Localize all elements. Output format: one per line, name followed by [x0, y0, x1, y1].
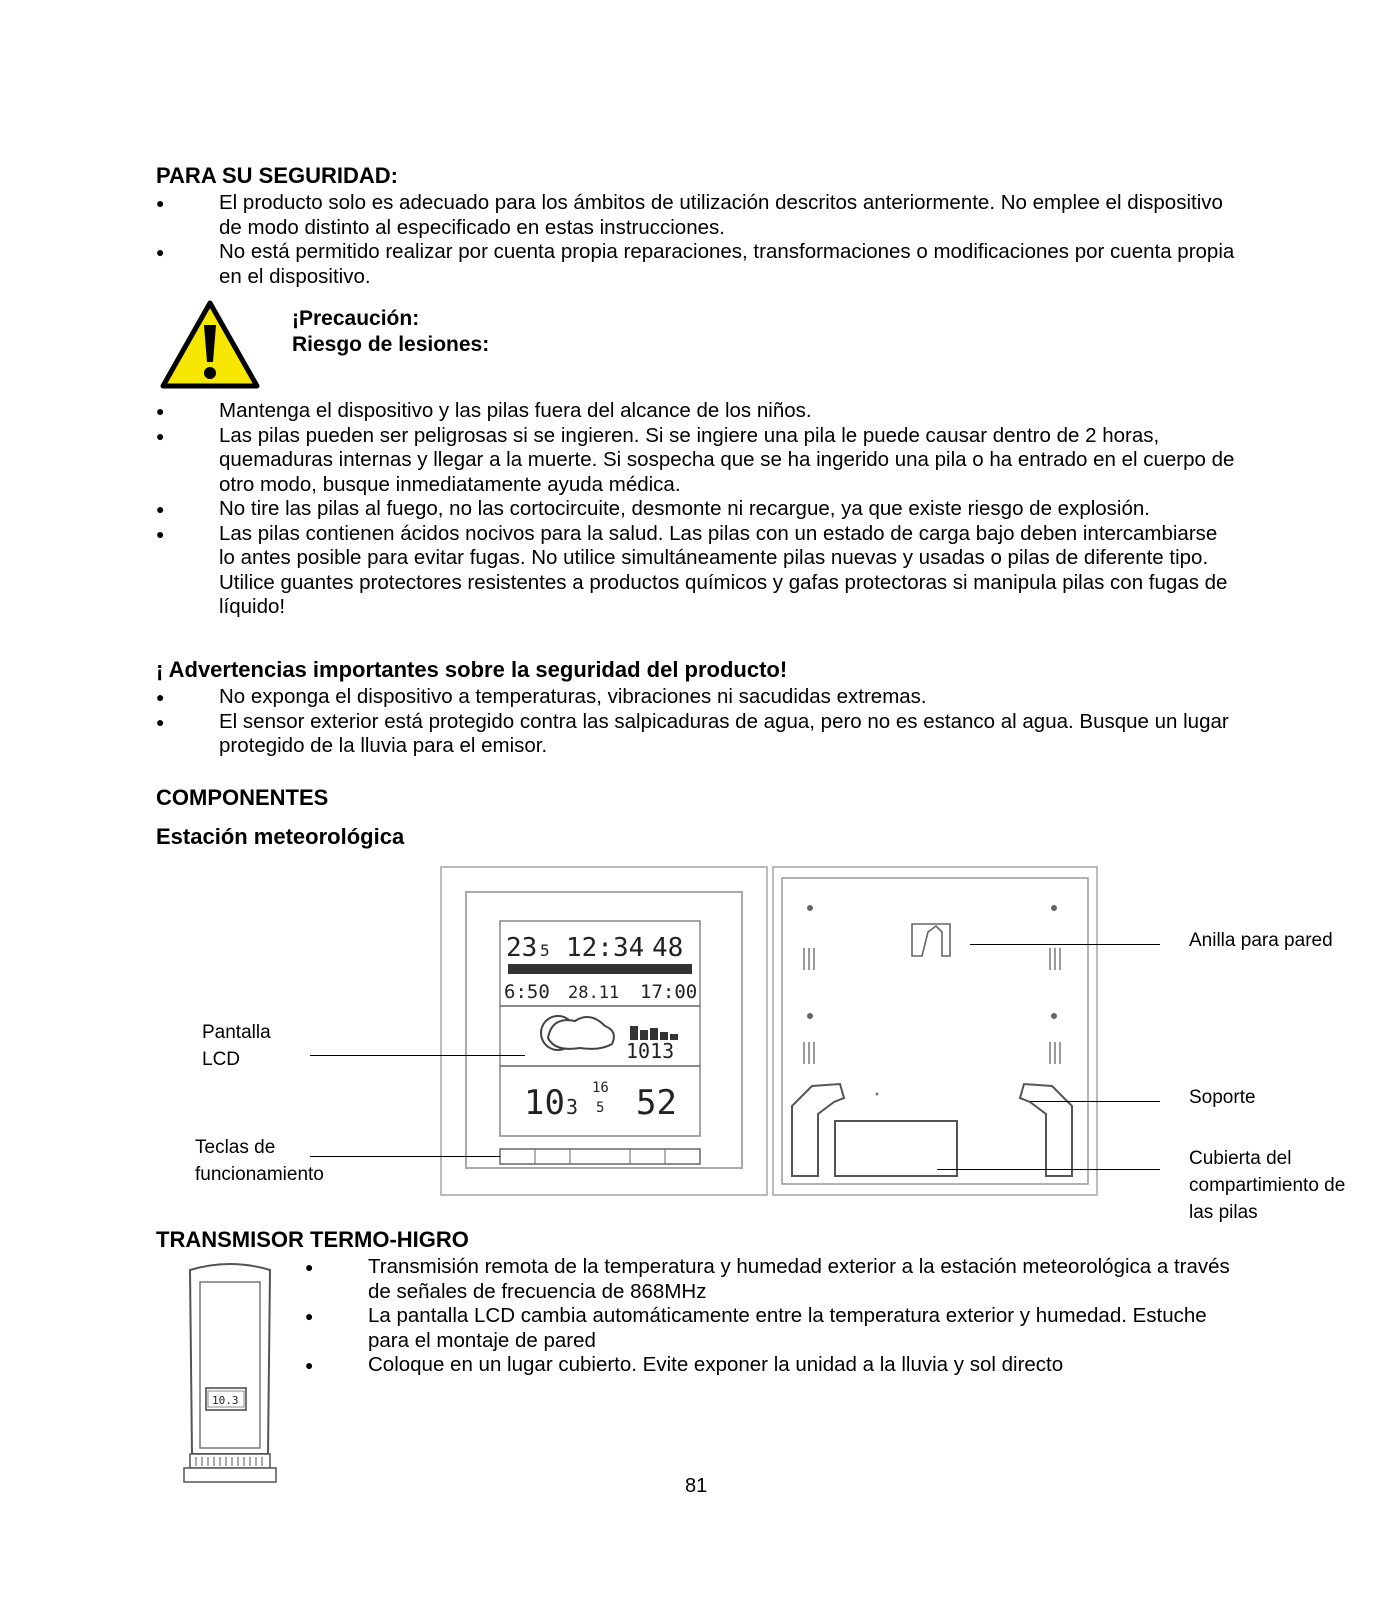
callout-wall-ring-line [970, 944, 1160, 945]
label-stand: Soporte [1189, 1087, 1256, 1108]
warnings-list [156, 685, 1236, 759]
caution-title: ¡Precaución: [292, 307, 420, 330]
transmitter-heading: TRANSMISOR TERMO-HIGRO [156, 1227, 469, 1252]
label-lcd: Pantalla LCD [202, 1022, 271, 1070]
label-keys: Teclas de funcionamiento [195, 1137, 324, 1185]
callout-stand-line [1030, 1101, 1160, 1102]
lcd-sunset: 17:00 [640, 981, 698, 1003]
list-item: ● El producto solo es adecuado para los ámbitos de utilización descritos anteriormente. No emplee el dispositivo de modo distinto al especificado en estas instrucciones. [156, 191, 1223, 239]
list-item: ● No exponga el dispositivo a temperaturas, vibraciones ni sacudidas extremas. [156, 685, 927, 708]
battery-list [156, 399, 1236, 620]
lcd-pressure: 1013 [626, 1039, 675, 1063]
warnings-heading: ¡ Advertencias importantes sobre la seguridad del producto! [156, 657, 788, 682]
callout-battery-line [937, 1169, 1160, 1170]
list-item: ● La pantalla LCD cambia automáticamente entre la temperatura exterior y humedad. Estuche para el montaje de pared [305, 1304, 1207, 1352]
transmitter-illustration [182, 1258, 278, 1486]
safety-heading: PARA SU SEGURIDAD: [156, 163, 399, 188]
lcd-indoor-temp: 23 [506, 933, 538, 963]
lcd-date: 28.11 [568, 983, 620, 1003]
label-wall-ring: Anilla para pared [1189, 930, 1333, 951]
list-item: ● No tire las pilas al fuego, no las cortocircuite, desmonte ni recargue, ya que existe riesgo de explosión. [156, 497, 1150, 520]
page-number: 81 [685, 1475, 708, 1497]
list-item: ● Coloque en un lugar cubierto. Evite exponer la unidad a la lluvia y sol directo [305, 1353, 1064, 1376]
lcd-outdoor-temp-decimal: 3 [566, 1095, 579, 1119]
label-battery-cover: Cubierta del compartimiento de las pilas [1189, 1148, 1346, 1223]
list-item: ● No está permitido realizar por cuenta propia reparaciones, transformaciones o modificaciones por cuenta propia en el dispositivo. [156, 240, 1235, 288]
components-heading: COMPONENTES [156, 785, 329, 810]
station-front-illustration [440, 866, 768, 1196]
warning-triangle-icon [160, 300, 260, 390]
lcd-max: 16 [592, 1080, 609, 1096]
lcd-outdoor-humidity: 52 [636, 1083, 677, 1123]
lcd-humidity: 48 [652, 933, 684, 963]
caution-subtitle: Riesgo de lesiones: [292, 333, 490, 356]
list-item: ● Mantenga el dispositivo y las pilas fuera del alcance de los niños. [156, 399, 812, 422]
lcd-indoor-temp-decimal: 5 [540, 941, 550, 960]
list-item: ● Las pilas pueden ser peligrosas si se ingieren. Si se ingiere una pila le puede causar dentro de 2 horas, quemaduras internas y llegar a la muerte. Si sospecha que se ha ingerido una pila o ha entrado en el cuerpo de otro modo, busque inmediatamente ayuda médica. [156, 423, 1235, 496]
safety-list [156, 191, 1236, 289]
callout-keys-line [310, 1156, 500, 1157]
lcd-time: 12:34 [566, 933, 645, 963]
lcd-min: 5 [596, 1100, 605, 1116]
list-item: ● Transmisión remota de la temperatura y humedad exterior a la estación meteorológica a través de señales de frecuencia de 868MHz [305, 1255, 1230, 1303]
transmitter-display-value: 10.3 [212, 1394, 239, 1407]
lcd-outdoor-temp: 10 [524, 1083, 565, 1123]
station-back-illustration [772, 866, 1098, 1196]
list-item: ● Las pilas contienen ácidos nocivos para la salud. Las pilas con un estado de carga bajo deben intercambiarse lo antes posible para evitar fugas. No utilice simultáneamente pilas nuevas y usadas o pilas de diferente tipo. Utilice guantes protectores resistentes a productos químicos y gafas protectoras si manipula pilas con fugas de líquido! [156, 521, 1228, 618]
station-heading: Estación meteorológica [156, 824, 405, 849]
callout-lcd-line [310, 1055, 525, 1056]
lcd-sunrise: 6:50 [504, 981, 550, 1003]
transmitter-list [305, 1255, 1240, 1378]
list-item: ● El sensor exterior está protegido contra las salpicaduras de agua, pero no es estanco al agua. Busque un lugar protegido de la lluvia para el emisor. [156, 709, 1229, 757]
